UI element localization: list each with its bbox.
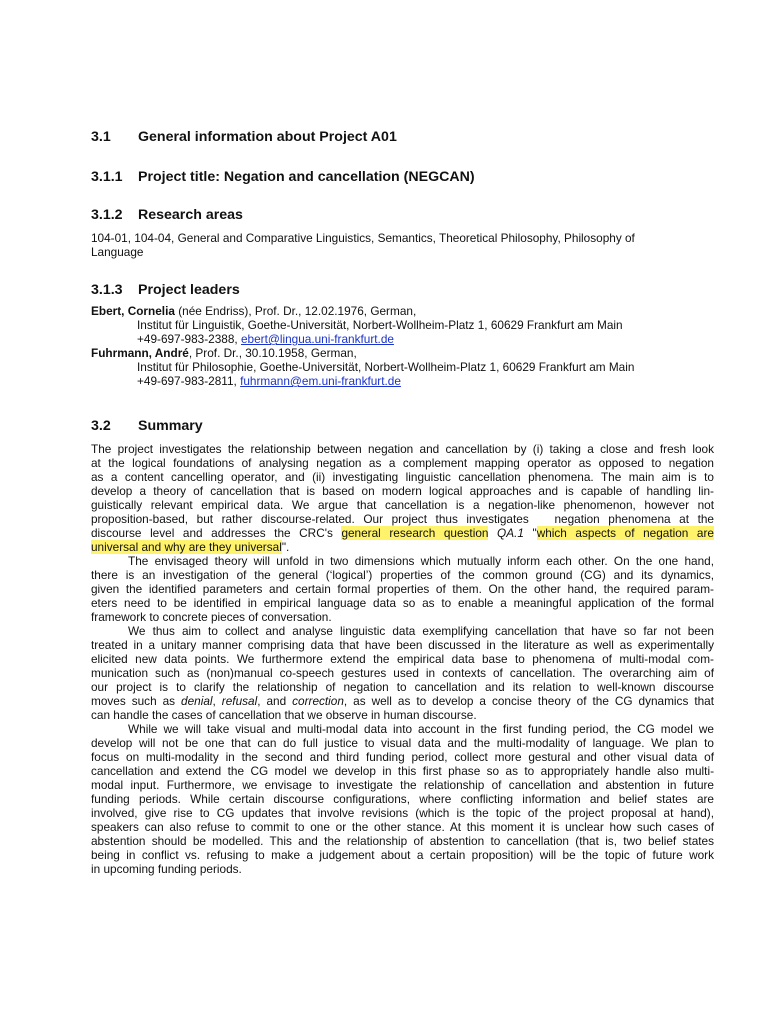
text-run: " — [523, 526, 537, 540]
leader-email-link[interactable]: fuhrmann@em.uni-frankfurt.de — [240, 374, 401, 388]
summary-line: eters need to be identified in empirical language data so as to enable a meaningful application of the formal — [91, 596, 714, 610]
text-run: , and — [257, 694, 293, 708]
highlighted-text: general research question — [341, 526, 489, 540]
leader-details: (née Endriss), Prof. Dr., 12.02.1976, German, — [174, 304, 417, 318]
summary-line: funding periods. While certain discourse configurations, where conflicting information and belief states are — [91, 792, 714, 806]
heading-number: 3.1 — [91, 129, 111, 145]
heading-title: Summary — [138, 418, 203, 434]
text-run: , — [212, 694, 222, 708]
italic-text: denial — [181, 694, 213, 708]
summary-line: The project investigates the relationship between negation and cancellation by (i) taking a close and fresh look — [91, 442, 714, 456]
summary-line: as a content cancelling operator, and (ii) investigating linguistic cancellation phenomena. The main aim is to — [91, 470, 714, 484]
summary-line: The envisaged theory will unfold in two dimensions which mutually inform each other. On the one hand, — [128, 554, 714, 568]
summary-line: treated in a unitary manner comprising data that have been discussed in the literature as well as experimentally — [91, 638, 714, 652]
heading-title: Project leaders — [138, 282, 240, 298]
leader-institute: Institut für Philosophie, Goethe-Universität, Norbert-Wollheim-Platz 1, 60629 Frankfurt am Main — [137, 360, 635, 374]
summary-line: proposition-based, but rather discourse-related. Our project thus investigates negation phenomena at the — [91, 512, 714, 526]
summary-body — [91, 442, 714, 876]
summary-line: speakers can also refuse to commit to one or the other stance. At this moment it is unclear how such cases of — [91, 820, 714, 834]
leader-contact — [91, 332, 714, 346]
research-areas-text — [91, 231, 714, 259]
summary-line: can handle the cases of cancellation that we observe in human discourse. — [91, 708, 477, 722]
text-run: discourse level and addresses the CRC's — [91, 526, 342, 540]
summary-line: our project is to clarify the relationship of negation to cancellation and its relation to well-known discourse — [91, 680, 714, 694]
leader-phone: +49-697-983-2811, — [137, 374, 241, 388]
summary-line — [91, 526, 714, 540]
italic-text: correction — [292, 694, 344, 708]
heading-3-1-2 — [91, 207, 243, 223]
summary-line: abstention should be modelled. This and the relationship of abstention to cancellation (that is, two belief states — [91, 834, 714, 848]
leader-name: Ebert, Cornelia — [91, 304, 175, 318]
heading-number: 3.1.3 — [91, 282, 123, 298]
highlighted-text: which aspects of negation are — [536, 526, 714, 540]
summary-line: While we will take visual and multi-modal data into account in the first funding period, the CG model we — [128, 722, 714, 736]
heading-3-1-3 — [91, 282, 240, 298]
leader-institute: Institut für Linguistik, Goethe-Universität, Norbert-Wollheim-Platz 1, 60629 Frankfurt am Main — [137, 318, 623, 332]
summary-line: at the logical foundations of analysing negation as a complement mapping operator as opposed to negation — [91, 456, 714, 470]
leader-name: Fuhrmann, André — [91, 346, 189, 360]
heading-number: 3.1.1 — [91, 169, 123, 185]
leader-phone: +49-697-983-2388, — [137, 332, 241, 346]
project-leaders — [91, 304, 714, 388]
summary-line — [91, 694, 714, 708]
text-run — [488, 526, 497, 540]
summary-line: involved, give rise to CG updates that involve revisions (which is the topic of the project proposal at hand), — [91, 806, 714, 820]
heading-title: Research areas — [138, 207, 243, 223]
summary-line: there is an investigation of the general (‘logical’) properties of the common ground (CG) and its dynamics, — [91, 568, 714, 582]
heading-3-1-1 — [91, 169, 475, 185]
summary-line — [91, 540, 714, 554]
text-run: moves such as — [91, 694, 182, 708]
heading-number: 3.1.2 — [91, 207, 123, 223]
heading-number: 3.2 — [91, 418, 111, 434]
summary-line: elicited new data points. We furthermore extend the empirical data base to phenomena of multi-modal com- — [91, 652, 714, 666]
summary-line: being in conflict vs. refusing to make a judgement about a certain proposition) will be the topic of future work — [91, 848, 714, 862]
summary-line: develop will not be one that can do full justice to visual data and the multi-modality of language. We plan to — [91, 736, 714, 750]
heading-3-2 — [91, 418, 203, 434]
summary-line: munication such as (non)manual co-speech gestures used in contexts of cancellation. The overarching aim of — [91, 666, 714, 680]
italic-text: QA.1 — [497, 526, 524, 540]
summary-line: cancellation and extend the CG model we develop in this first phase so as to appropriately handle also multi- — [91, 764, 714, 778]
summary-line: framework to concrete pieces of conversation. — [91, 610, 332, 624]
leader-name-line — [91, 304, 714, 318]
leader-details: , Prof. Dr., 30.10.1958, German, — [188, 346, 357, 360]
text-run: ". — [281, 540, 290, 554]
heading-title: General information about Project A01 — [138, 129, 397, 145]
summary-line: develop a theory of cancellation that is based on modern logical approaches and is capable of handling lin- — [91, 484, 714, 498]
summary-line: given the identified parameters and certain formal properties of them. On the other hand, the required param- — [91, 582, 714, 596]
highlighted-text: universal and why are they universal — [91, 540, 282, 554]
leader-contact — [91, 374, 714, 388]
leader-email-link[interactable]: ebert@lingua.uni-frankfurt.de — [240, 332, 394, 346]
italic-text: refusal — [221, 694, 258, 708]
summary-line: modal input. Furthermore, we envisage to investigate the relationship of cancellation and abstention in future — [91, 778, 714, 792]
summary-line: guistically relevant empirical data. We argue that cancellation is a negation-like phenomenon, however not — [91, 498, 714, 512]
text-run: , as well as to develop a concise theory of the CG dynamics that — [343, 694, 714, 708]
leader-name-line — [91, 346, 714, 360]
summary-line: in upcoming funding periods. — [91, 862, 242, 876]
heading-title: Project title: Negation and cancellation (NEGCAN) — [138, 169, 475, 185]
summary-line: We thus aim to collect and analyse linguistic data exemplifying cancellation that have so far not been — [128, 624, 714, 638]
summary-line: focus on multi-modality in the second and third funding period, collect more gestural and other visual data of — [91, 750, 714, 764]
research-areas-line: Language — [91, 245, 144, 259]
heading-3-1 — [91, 129, 397, 145]
research-areas-line: 104-01, 104-04, General and Comparative Linguistics, Semantics, Theoretical Philosophy, Philosophy of — [91, 231, 635, 245]
